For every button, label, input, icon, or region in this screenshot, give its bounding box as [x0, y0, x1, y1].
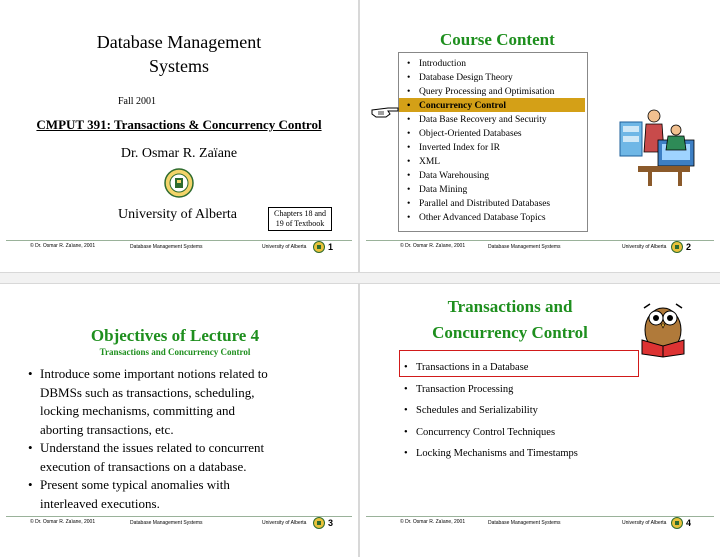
footer-course: Database Management Systems: [130, 244, 203, 250]
list-item: • Parallel and Distributed Databases: [407, 197, 554, 211]
slide-4: [360, 284, 720, 557]
slide-footer: [360, 516, 720, 536]
slide-1: [0, 0, 358, 272]
slide-1-title: Database Management Systems: [96, 32, 262, 76]
list-item: • Introduction: [407, 57, 554, 71]
term-label: Fall 2001: [118, 96, 157, 107]
course-title: CMPUT 391: Transactions & Concurrency Control: [36, 117, 322, 132]
slide-footer: [0, 516, 358, 536]
footer-copyright: © Dr. Osmar R. Zaïane, 2001: [400, 519, 466, 525]
footer-course: Database Management Systems: [130, 520, 203, 526]
university-crest-icon: [164, 168, 194, 198]
page-number: 2: [686, 242, 692, 252]
slide-2-title: Course Content: [440, 30, 555, 49]
page-number: 4: [686, 518, 692, 528]
footer-copyright: © Dr. Osmar R. Zaïane, 2001: [30, 519, 96, 525]
owl-reading-icon: [636, 300, 690, 358]
list-item: • Introduce some important notions related to DBMSs such as transactions, scheduling, locking mechanisms, committing and aborting transactions, etc.: [28, 366, 268, 437]
footer-copyright: © Dr. Osmar R. Zaïane, 2001: [30, 243, 96, 249]
footer-crest-icon: [313, 241, 325, 253]
list-item: • Present some typical anomalies with interleaved executions.: [28, 477, 230, 511]
footer-crest-icon: [671, 241, 683, 253]
list-item: • Object-Oriented Databases: [407, 127, 554, 141]
list-item: • Data Base Recovery and Security: [407, 113, 554, 127]
footer-crest-icon: [671, 517, 683, 529]
slide-divider-horizontal: [0, 272, 720, 284]
pointing-hand-icon: [370, 102, 400, 120]
list-item: • Database Design Theory: [407, 71, 554, 85]
objectives-list: [28, 365, 268, 513]
footer-university: University of Alberta: [622, 244, 667, 250]
page-number: 1: [328, 242, 334, 252]
footer-course: Database Management Systems: [488, 520, 561, 526]
list-item: • Concurrency Control Techniques: [404, 422, 578, 444]
slide-footer: [0, 240, 358, 260]
slide-3-subtitle: Transactions and Concurrency Control: [99, 347, 251, 357]
footer-university: University of Alberta: [622, 520, 667, 526]
list-item: • Data Mining: [407, 183, 554, 197]
page-number: 3: [328, 518, 334, 528]
footer-university: University of Alberta: [262, 520, 307, 526]
list-item-current: • Concurrency Control: [407, 99, 554, 113]
topics-list: [404, 357, 578, 465]
list-item: • Transaction Processing: [404, 379, 578, 401]
textbook-note: Chapters 18 and 19 of Textbook: [268, 207, 332, 231]
footer-course: Database Management Systems: [488, 244, 561, 250]
list-item: • Other Advanced Database Topics: [407, 211, 554, 225]
footer-university: University of Alberta: [262, 244, 307, 250]
course-content-list: [407, 57, 554, 225]
list-item: • Schedules and Serializability: [404, 400, 578, 422]
slide-2: [360, 0, 720, 272]
slide-4-title: Transactions and Concurrency Control: [432, 297, 588, 342]
list-item: • Inverted Index for IR: [407, 141, 554, 155]
list-item: • Data Warehousing: [407, 169, 554, 183]
list-item: • Transactions in a Database: [404, 357, 578, 379]
slide-3: [0, 284, 358, 557]
office-clipart-icon: [618, 100, 698, 190]
list-item: • XML: [407, 155, 554, 169]
slide-footer: [360, 240, 720, 260]
footer-copyright: © Dr. Osmar R. Zaïane, 2001: [400, 243, 466, 249]
footer-crest-icon: [313, 517, 325, 529]
author-name: Dr. Osmar R. Zaïane: [120, 146, 238, 161]
list-item: • Locking Mechanisms and Timestamps: [404, 443, 578, 465]
university-name: University of Alberta: [118, 207, 237, 222]
list-item: • Query Processing and Optimisation: [407, 85, 554, 99]
list-item: • Understand the issues related to concurrent execution of transactions on a database.: [28, 440, 265, 474]
slide-3-title: Objectives of Lecture 4: [90, 326, 260, 345]
